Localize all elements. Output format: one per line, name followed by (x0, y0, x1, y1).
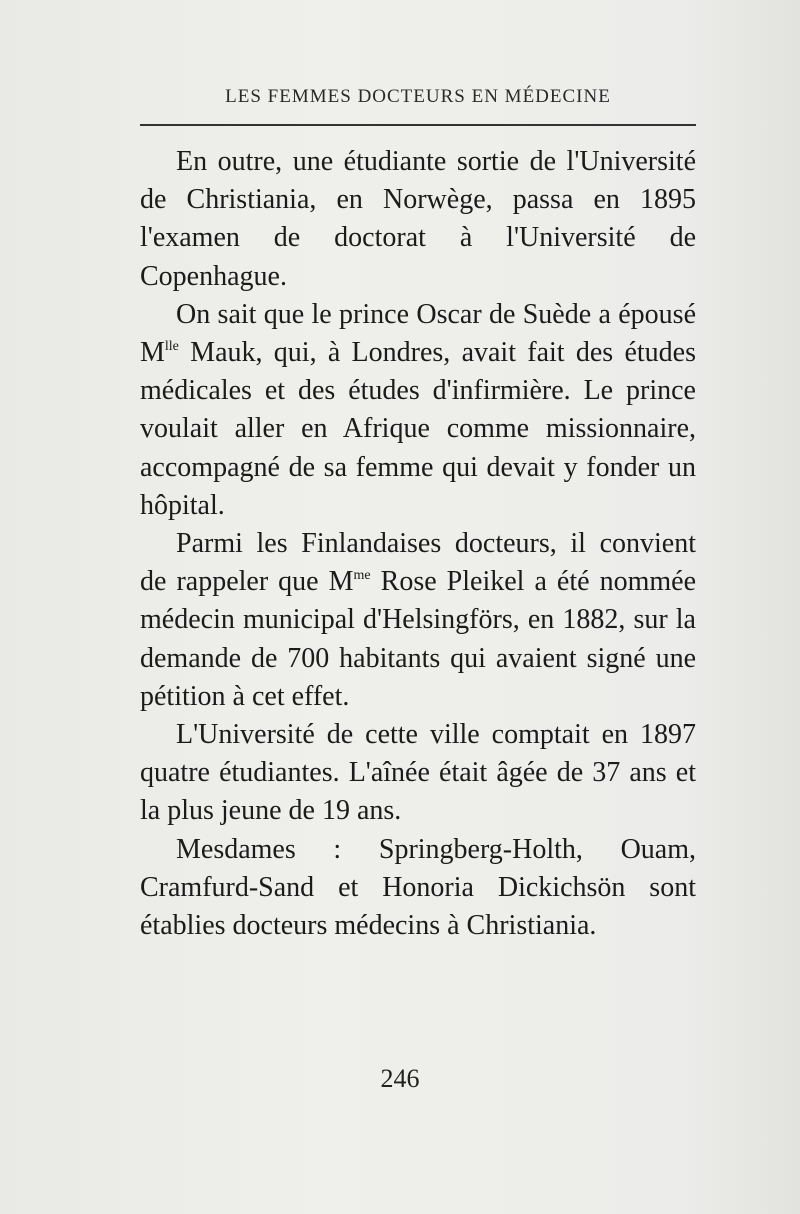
paragraph-2-part-2: Mauk, qui, à Londres, avait fait des études médicales et des études d'infirmière. Le prince voulait aller en Afrique comme missionnaire, accompagné de sa femme qui devait y fonder un hôpital. (140, 337, 696, 521)
paragraph-4: L'Université de cette ville comptait en 1897 quatre étudiantes. L'aînée était âgée de 37 ans et la plus jeune de 19 ans. (140, 719, 696, 827)
paragraph-5: Mesdames : Springberg-Holth, Ouam, Cramfurd-Sand et Honoria Dickichsön sont établies docteurs médecins à Christiania. (140, 833, 696, 942)
paragraph-1: En outre, une étudiante sortie de l'Université de Christiania, en Norwège, passa en 1895 l'examen de doctorat à l'Université de Copenhague. (140, 146, 696, 292)
body-text (140, 143, 696, 945)
paragraph-3-part-2: Rose Pleikel a été nommée médecin municipal d'Helsingförs, en 1882, sur la demande de 700 habitants qui avaient signé une pétition à cet effet. (140, 566, 696, 712)
paragraph-2 (140, 296, 696, 525)
paragraph-3 (140, 525, 696, 716)
paragraph-2-part-1: On sait que le prince Oscar de Suède a épousé M (140, 298, 696, 369)
running-header: LES FEMMES DOCTEURS EN MÉDECINE (225, 86, 611, 107)
header-rule (140, 124, 696, 126)
paragraph-3-part-1: Parmi les Finlandaises docteurs, il convient de rappeler que M (140, 528, 696, 598)
page-number: 246 (380, 1064, 420, 1093)
title-abbreviation-mlle: lle (164, 339, 179, 355)
title-abbreviation-mme: me (353, 568, 371, 584)
